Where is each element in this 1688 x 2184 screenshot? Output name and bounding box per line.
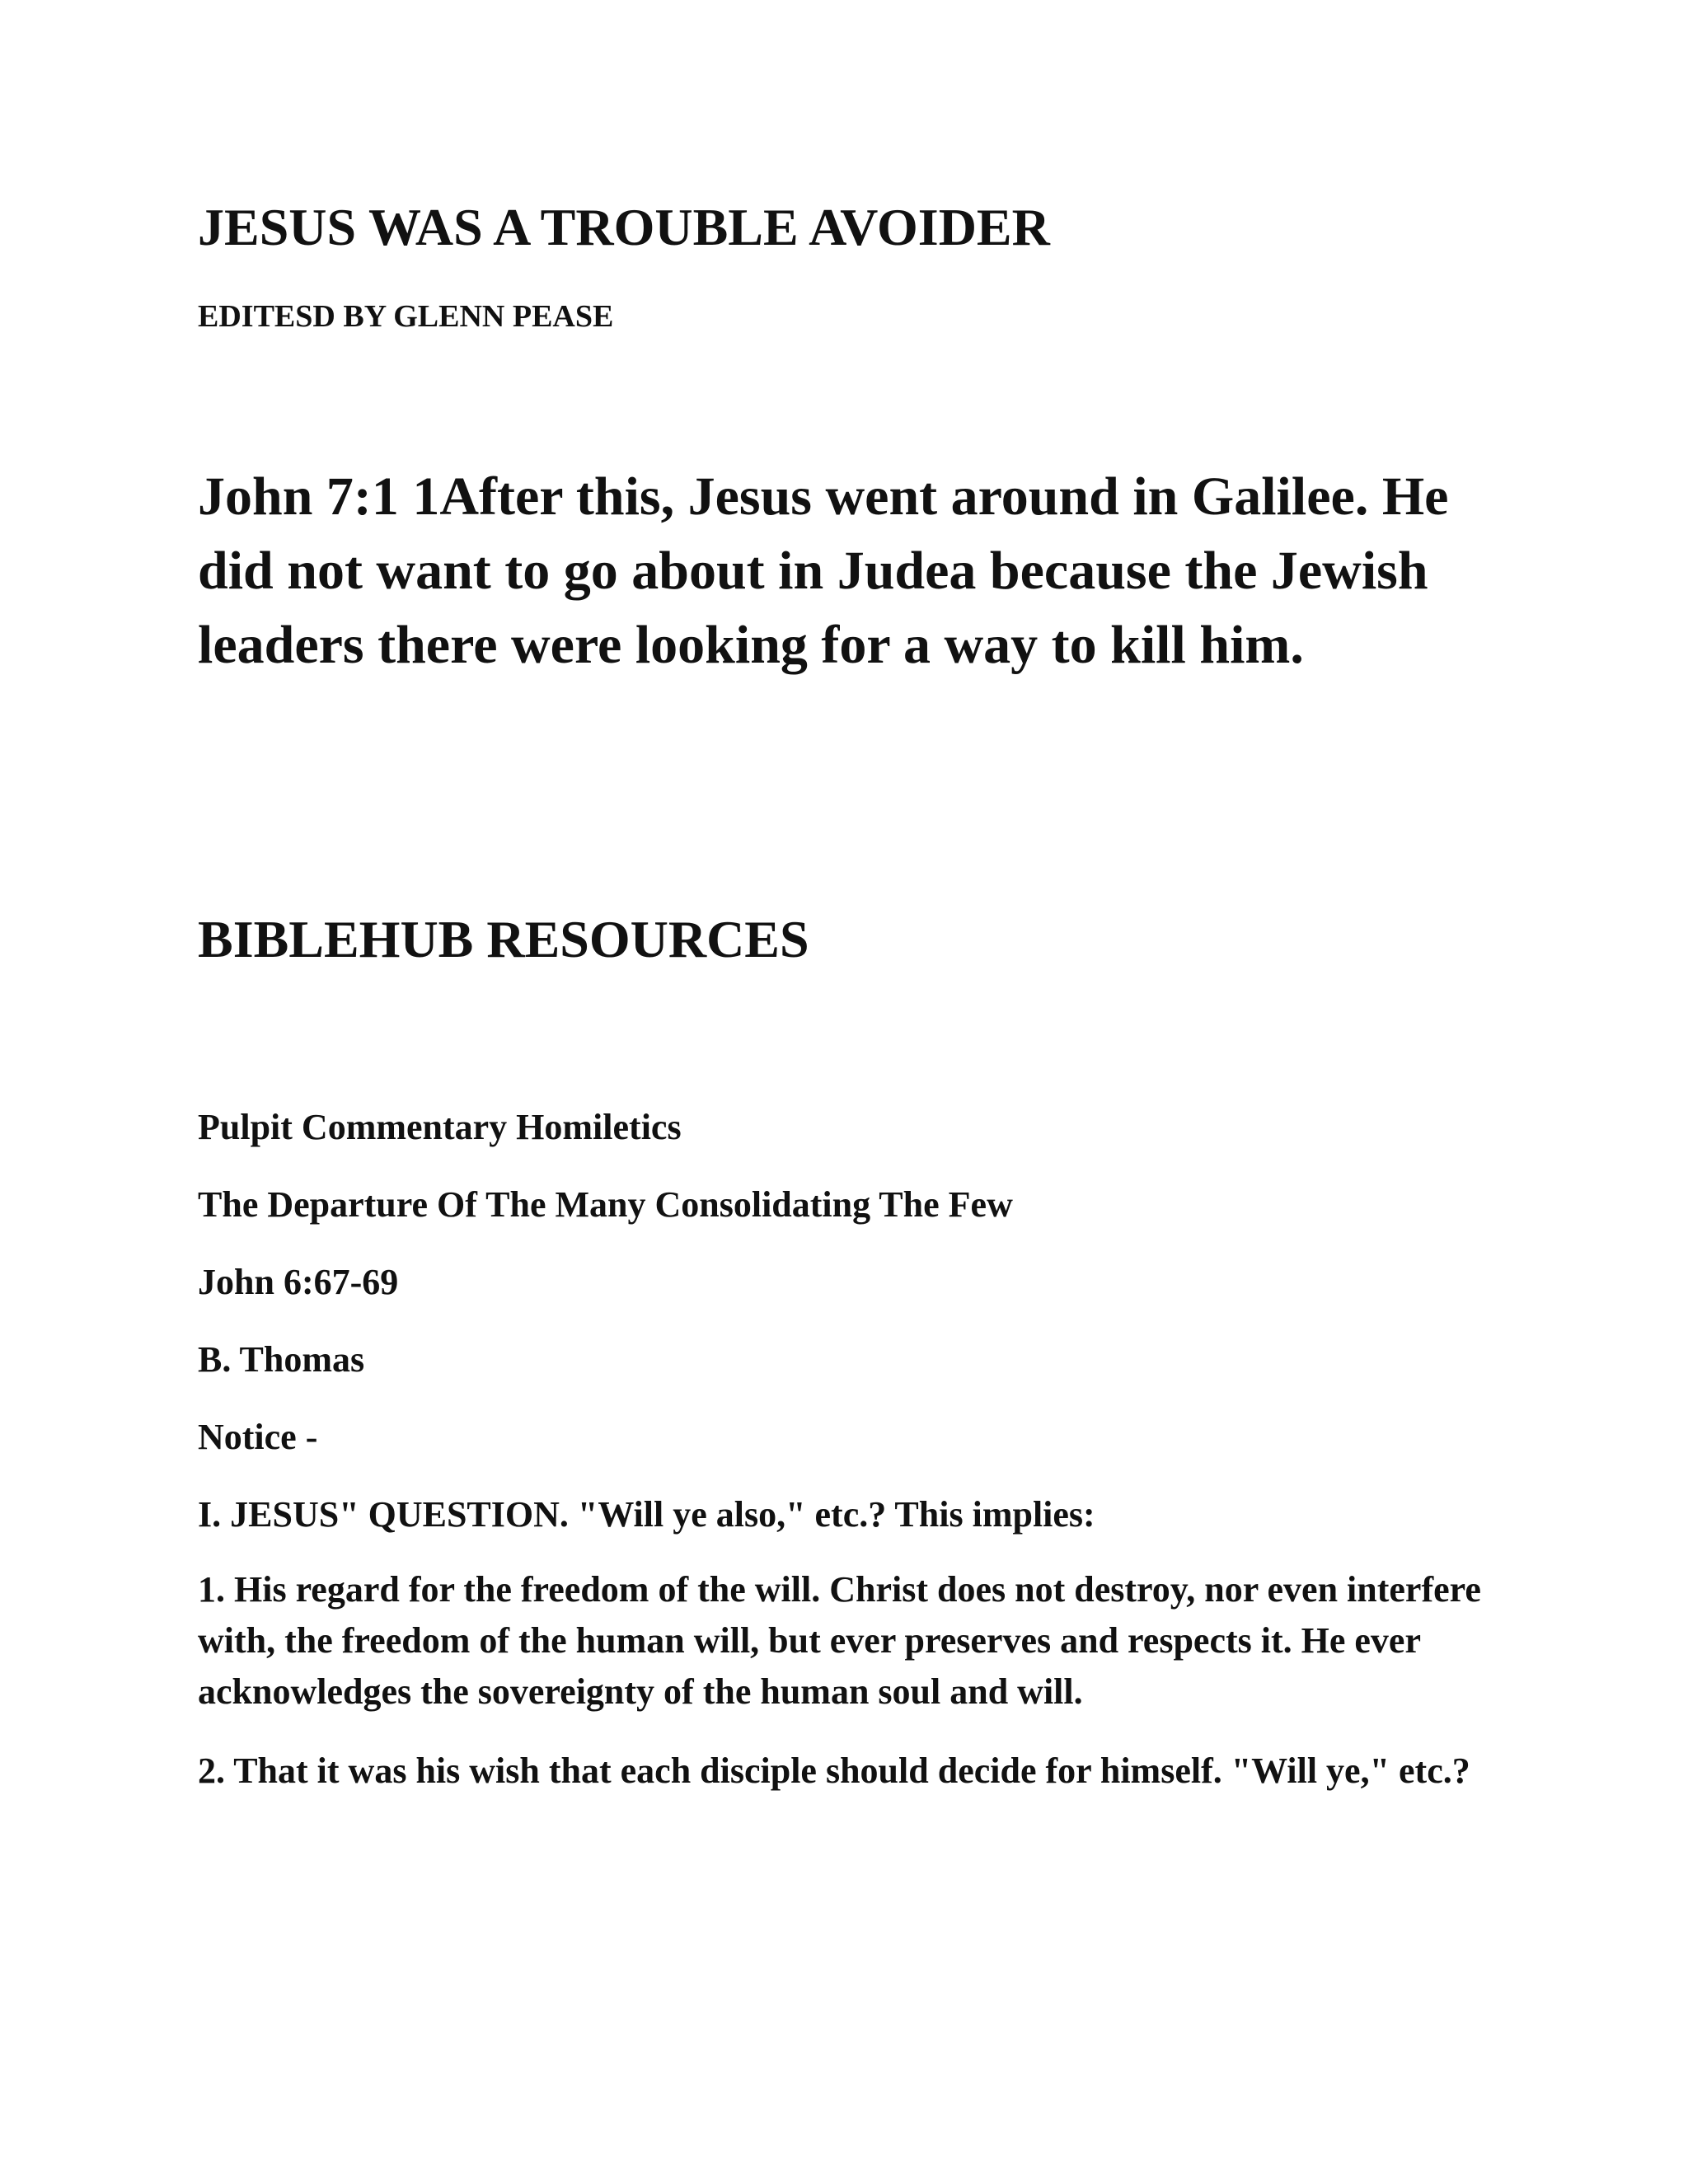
sermon-title: The Departure Of The Many Consolidating The Few [198,1184,1013,1225]
source-line: Pulpit Commentary Homiletics [198,1107,682,1147]
point-1-heading: I. JESUS" QUESTION. "Will ye also," etc.? This implies: [198,1494,1095,1535]
editor-byline: EDITESD BY GLENN PEASE [198,299,614,334]
author-name: B. Thomas [198,1339,365,1380]
scripture-passage: John 7:1 1After this, Jesus went around in Galilee. He did not want to go about in Judea because the Jewish leaders there were looking for a way to kill him. [198,466,1449,675]
notice-label: Notice - [198,1417,318,1457]
scripture-reference: John 6:67-69 [198,1262,399,1302]
document-title: JESUS WAS A TROUBLE AVOIDER [198,198,1050,256]
subpoint-2-paragraph: 2. That it was his wish that each disciple should decide for himself. "Will ye," etc.? [198,1750,1470,1791]
subpoint-1-paragraph: 1. His regard for the freedom of the will. Christ does not destroy, nor even interfere with, the freedom of the human will, but ever preserves and respects it. He ever acknowledges the sovereignty of the human soul and will. [198,1569,1481,1712]
section-heading: BIBLEHUB RESOURCES [198,910,809,968]
